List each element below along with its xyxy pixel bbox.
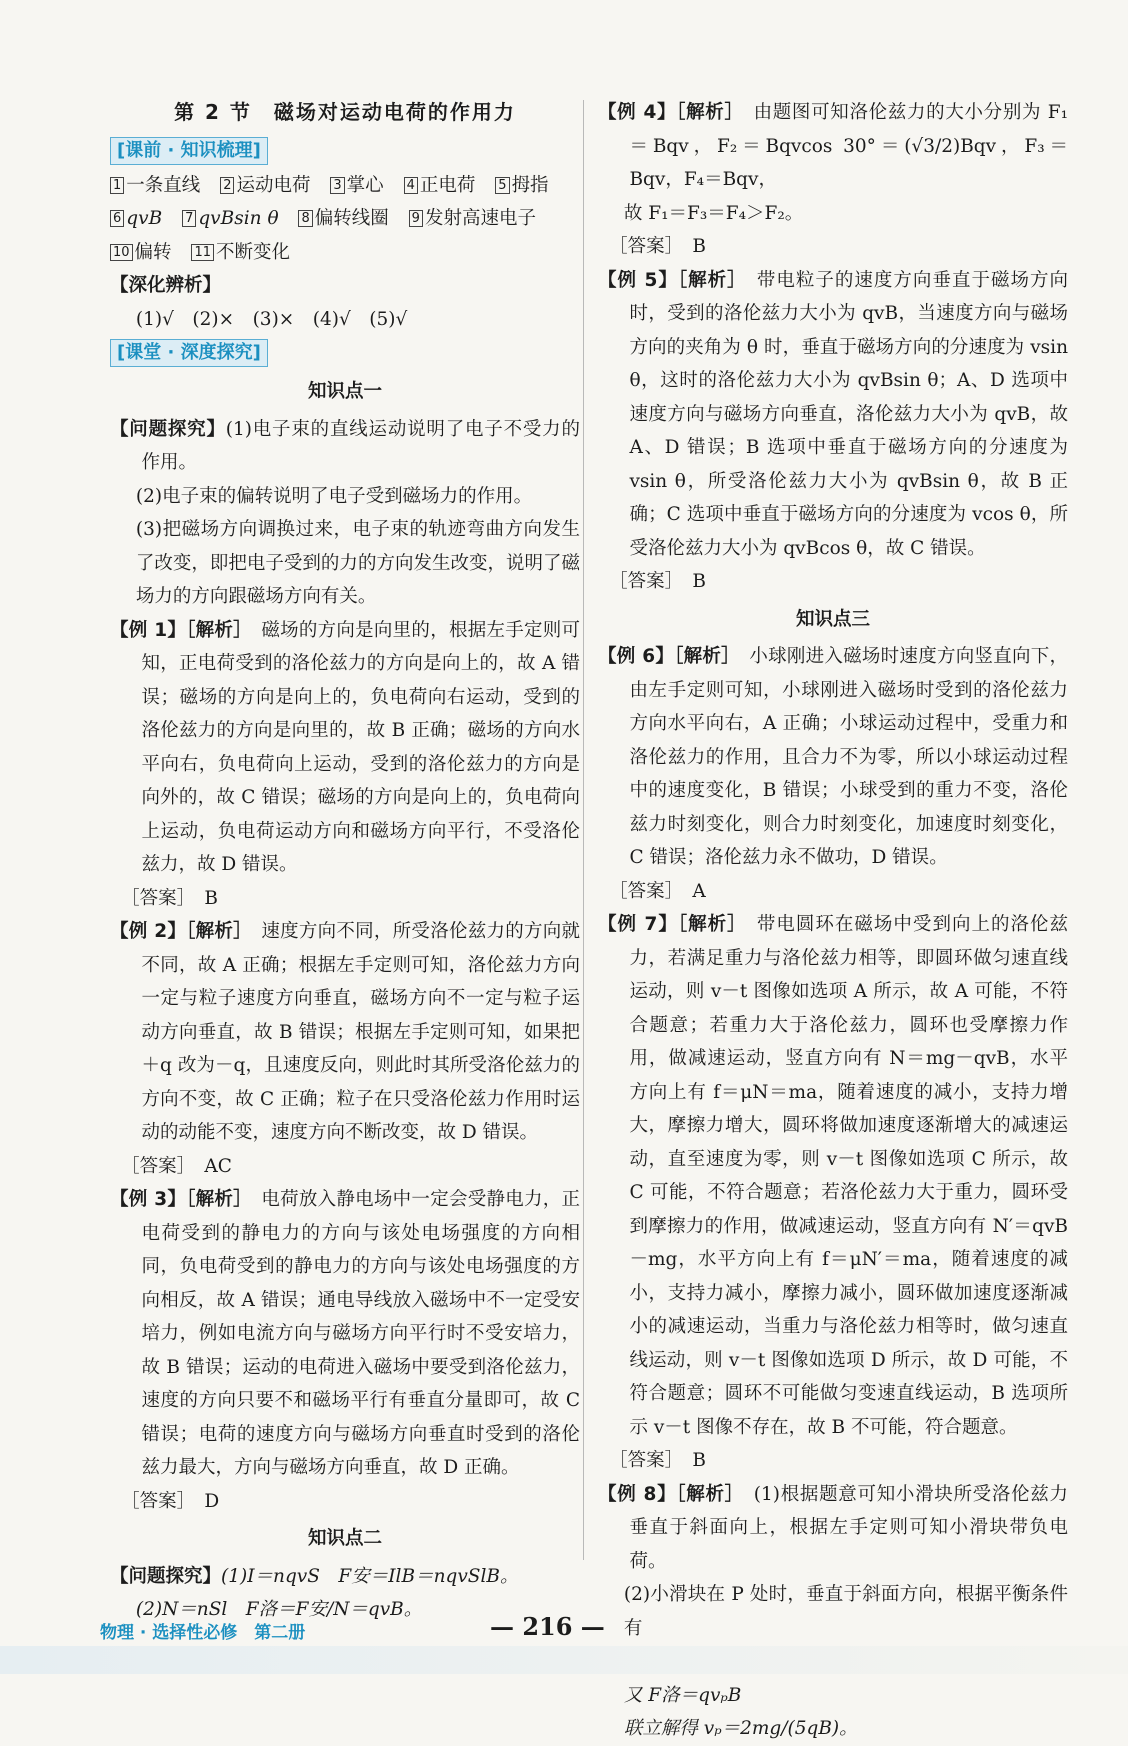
knowledge-item: 7 qvBsin θ: [182, 208, 279, 229]
right-column: [598, 96, 1068, 1746]
column-divider: [583, 100, 584, 1560]
ex5-answer: ［答案］ B: [609, 571, 706, 592]
section-title: 第 2 节 磁场对运动电荷的作用力: [174, 100, 516, 124]
ex4-tag: 【例 4】［解析］: [598, 102, 735, 123]
ex7-answer: ［答案］ B: [609, 1450, 706, 1471]
ex1-text: 磁场的方向是向里的，根据左手定则可知，正电荷受到的洛伦兹力的方向是向上的，故 A 错误；磁场的方向是向上的，负电荷向右运动，受到的洛伦兹力的方向是向里的，故 B 正确；磁场的方向水平向右，负电荷向上运动，受到的洛伦兹力的方向是向外的，故 C 错误；磁场的方向是向上的，负电荷向上运动，负电荷运动方向和磁场方向平行，不受洛伦兹力，故 D 错误。: [141, 619, 580, 875]
kp2-title: 知识点二: [307, 1528, 382, 1549]
ex8-eq3: 联立解得 vₚ＝2mg/(5qB)。: [623, 1718, 858, 1739]
banner-in-class: [课堂 · 深度探究]: [110, 339, 268, 367]
ex5-tag: 【例 5】［解析］: [598, 269, 738, 291]
ex5-text: 带电粒子的速度方向垂直于磁场方向时，受到的洛伦兹力大小为 qvB，当速度方向与磁场方向的夹角为 θ 时，垂直于磁场方向的分速度为 vsin θ，这时的洛伦兹力大小为 qvBsin θ；A、D 选项中速度方向与磁场方向垂直，洛伦兹力大小为 qvB，故 A、D 错误；B 选项中垂直于磁场方向的分速度为 vsin θ，所受洛伦兹力大小为 qvBsin θ，故 B 正确；C 选项中垂直于磁场方向的分速度为 vcos θ，所受洛伦兹力大小为 qvBcos θ，故 C 错误。: [629, 269, 1068, 559]
ex3-tag: 【例 3】［解析］: [110, 1189, 243, 1210]
ex3-text: 电荷放入静电场中一定会受静电力，正电荷受到的静电力的方向与该处电场强度的方向相同，负电荷受到的静电力的方向与该处电场强度的方向相反，故 A 错误；通电导线放入磁场中不一定受安培力，例如电流方向与磁场方向平行时不受安培力，故 B 错误；运动的电荷进入磁场中要受到洛伦兹力，速度的方向只要不和磁场平行有垂直分量即可，故 C 错误；电荷的速度方向与磁场方向垂直时受到的洛伦兹力最大，方向与磁场方向垂直，故 D 正确。: [141, 1189, 580, 1478]
ex4-text: 由题图可知洛伦兹力的大小分别为 F₁＝Bqv，F₂＝Bqvcos 30°＝(√3/2)Bqv，F₃＝Bqv，F₄＝Bqv，: [629, 102, 1068, 190]
ex2-tag: 【例 2】［解析］: [110, 921, 243, 942]
kp1-inquiry-1: (1)电子束的直线运动说明了电子不受力的作用。: [141, 418, 580, 473]
ex8-eq2: 又 F洛＝qvₚB: [623, 1684, 742, 1706]
kp1-inquiry-2: (2)电子束的偏转说明了电子受到磁场力的作用。: [135, 485, 533, 507]
ex4-answer: ［答案］ B: [609, 236, 706, 257]
knowledge-item: 11 不断变化: [191, 242, 290, 263]
ex4-text2: 故 F₁＝F₃＝F₄＞F₂。: [623, 202, 804, 224]
ex6-text: 小球刚进入磁场时速度方向竖直向下，由左手定则可知，小球刚进入磁场时受到的洛伦兹力方向水平向右，A 正确；小球运动过程中，受重力和洛伦兹力的作用，且合力不为零，所以小球运动过程中的速度变化，B 错误；小球受到的重力不变，洛伦兹力时刻变化，则合力时刻变化，加速度时刻变化，C 错误；洛伦兹力永不做功，D 错误。: [629, 646, 1068, 868]
footer-bar: [0, 1646, 1128, 1674]
knowledge-item: 3 掌心: [330, 175, 383, 196]
ex1-answer: ［答案］ B: [121, 887, 218, 909]
banner-before-class: [课前 · 知识梳理]: [110, 137, 268, 165]
ex1-tag: 【例 1】［解析］: [110, 619, 243, 641]
knowledge-item: 1 一条直线: [110, 175, 200, 196]
knowledge-item: 2 运动电荷: [220, 175, 310, 196]
ex2-text: 速度方向不同，所受洛伦兹力的方向就不同，故 A 正确；根据左手定则可知，洛伦兹力方向一定与粒子速度方向垂直，磁场方向不一定与粒子运动方向垂直，故 B 错误；根据左手定则可知，如果把＋q 改为－q，且速度反向，则此时其所受洛伦兹力的方向不变，故 C 正确；粒子在只受洛伦兹力作用时运动的动能不变，速度方向不断改变，故 D 错误。: [141, 921, 580, 1143]
kp1-inquiry-tag: 【问题探究】: [110, 418, 226, 440]
footer-book-title: 物理 · 选择性必修 第二册: [100, 1623, 306, 1643]
deepen-label: 【深化辨析】: [110, 275, 222, 296]
kp3-title: 知识点三: [795, 608, 870, 630]
page-number: — 216 —: [490, 1612, 605, 1641]
left-column: [110, 96, 580, 1627]
kp2-line1: (1)I＝nqvS F安＝IlB＝nqvSlB。: [221, 1565, 519, 1587]
ex7-text: 带电圆环在磁场中受到向上的洛伦兹力，若满足重力与洛伦兹力相等，即圆环做匀速直线运动，则 v－t 图像如选项 A 所示，故 A 可能，不符合题意；若重力大于洛伦兹力，圆环也受摩擦力作用，做减速运动，竖直方向有 N＝mg－qvB，水平方向上有 f＝μN＝ma，随着速度的减小，支持力增大，摩擦力增大，圆环将做加速度逐渐增大的减速运动，直至速度为零，则 v－t 图像如选项 C 所示，故 C 可能，不符合题意；若洛伦兹力大于重力，圆环受到摩擦力的作用，做减速运动，竖直方向有 N′＝qvB－mg，水平方向上有 f＝μN′＝ma，随着速度的减小，支持力减小，摩擦力减小，圆环做加速度逐渐减小的减速运动，当重力与洛伦兹力相等时，做匀速直线运动，则 v－t 图像如选项 D 所示，故 D 可能，不符合题意；圆环不可能做匀变速直线运动，B 选项所示 v－t 图像不存在，故 B 不可能，符合题意。: [629, 914, 1068, 1438]
ex2-answer: ［答案］ AC: [121, 1155, 232, 1177]
kp1-inquiry-3: (3)把磁场方向调换过来，电子束的轨迹弯曲方向发生了改变，即把电子受到的力的方向发生改变，说明了磁场力的方向跟磁场方向有关。: [135, 519, 580, 607]
knowledge-item: 8 偏转线圈: [298, 208, 388, 229]
ex8-text1: (1)根据题意可知小滑块所受洛伦兹力垂直于斜面向上，根据左手定则可知小滑块带负电荷。: [629, 1483, 1068, 1572]
ex3-answer: ［答案］ D: [121, 1490, 220, 1512]
knowledge-item: 10 偏转: [110, 242, 172, 263]
deepen-answers: (1)√ (2)× (3)× (4)√ (5)√: [135, 308, 408, 330]
knowledge-list: [110, 169, 580, 270]
ex6-tag: 【例 6】［解析］: [598, 646, 731, 667]
ex8-tag: 【例 8】［解析］: [598, 1483, 735, 1505]
knowledge-item: 6 qvB: [110, 208, 162, 229]
knowledge-item: 5 拇指: [495, 175, 548, 196]
ex7-tag: 【例 7】［解析］: [598, 914, 738, 935]
knowledge-item: 4 正电荷: [404, 175, 476, 196]
kp2-line2: (2)N＝nSl F洛＝F安/N＝qvB。: [135, 1599, 423, 1620]
knowledge-item: 9 发射高速电子: [409, 208, 536, 229]
ex8-text2: (2)小滑块在 P 处时，垂直于斜面方向，根据平衡条件有: [623, 1584, 1068, 1639]
kp1-title: 知识点一: [307, 381, 382, 402]
kp2-inquiry-tag: 【问题探究】: [110, 1565, 222, 1587]
ex6-answer: ［答案］ A: [609, 880, 706, 902]
